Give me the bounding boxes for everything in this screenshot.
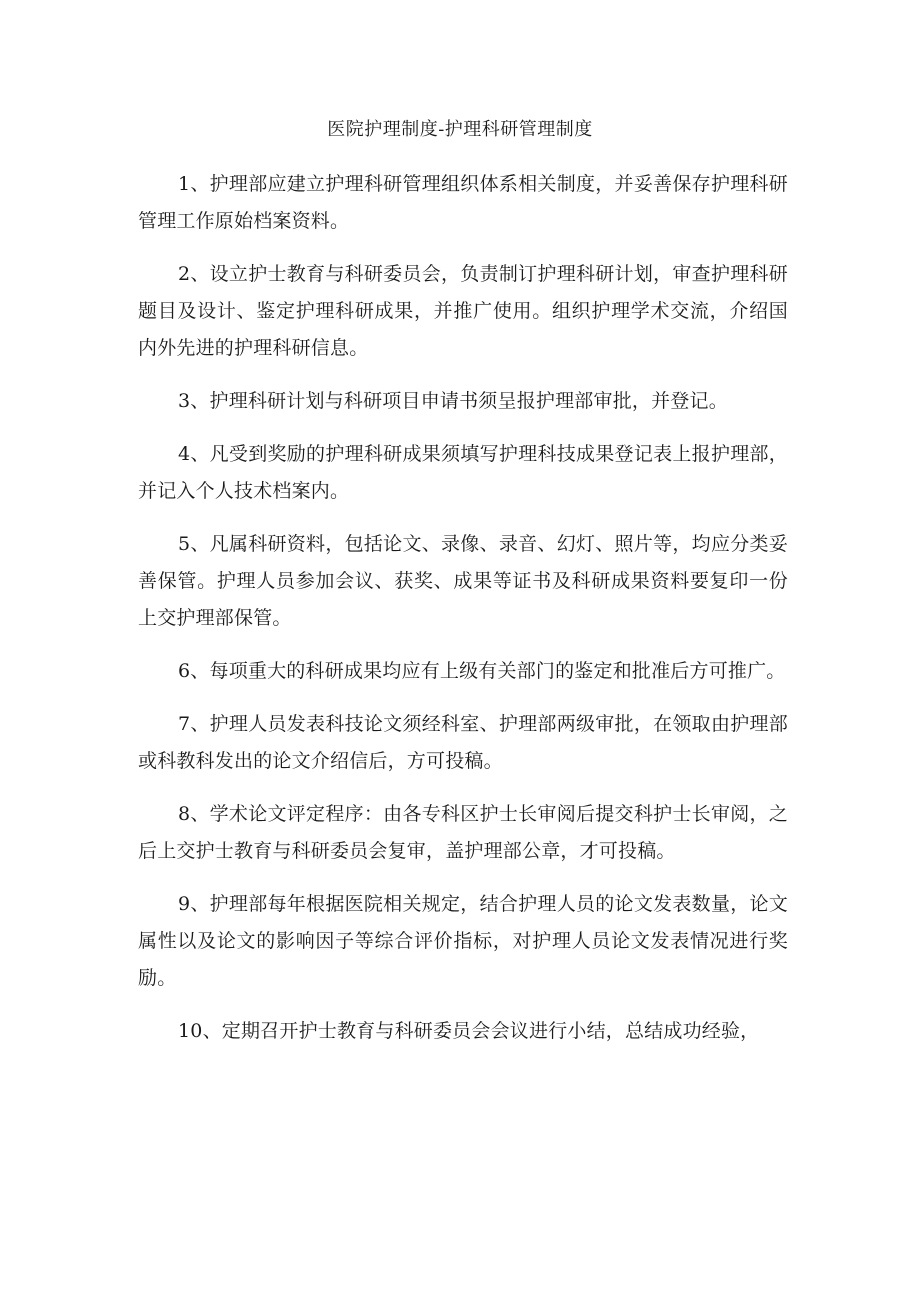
paragraph-5: 5、凡属科研资料，包括论文、录像、录音、幻灯、照片等，均应分类妥善保管。护理人员参加会议、获奖、成果等证书及科研成果资料要复印一份上交护理部保管。: [138, 533, 788, 629]
paragraph-8: 8、学术论文评定程序：由各专科区护士长审阅后提交科护士长审阅，之后上交护士教育与科研委员会复审，盖护理部公章，才可投稿。: [138, 803, 788, 862]
paragraph-1: 1、护理部应建立护理科研管理组织体系相关制度，并妥善保存护理科研管理工作原始档案资料。: [138, 173, 788, 232]
paragraph-3: 3、护理科研计划与科研项目申请书须呈报护理部审批，并登记。: [178, 390, 728, 412]
paragraph-4: 4、凡受到奖励的护理科研成果须填写护理科技成果登记表上报护理部，并记入个人技术档案内。: [138, 443, 788, 502]
document-body: [138, 166, 788, 1066]
paragraph-9: 9、护理部每年根据医院相关规定，结合护理人员的论文发表数量，论文属性以及论文的影响因子等综合评价指标，对护理人员论文发表情况进行奖励。: [138, 893, 788, 989]
paragraph-7: 7、护理人员发表科技论文须经科室、护理部两级审批，在领取由护理部或科教科发出的论文介绍信后，方可投稿。: [138, 713, 788, 772]
document-title: 医院护理制度-护理科研管理制度: [327, 119, 593, 140]
paragraph-6: 6、每项重大的科研成果均应有上级有关部门的鉴定和批准后方可推广。: [178, 660, 786, 682]
paragraph-10: 10、定期召开护士教育与科研委员会会议进行小结，总结成功经验，: [178, 1020, 760, 1042]
paragraph-2: 2、设立护士教育与科研委员会，负责制订护理科研计划，审查护理科研题目及设计、鉴定护理科研成果，并推广使用。组织护理学术交流，介绍国内外先进的护理科研信息。: [138, 263, 788, 359]
